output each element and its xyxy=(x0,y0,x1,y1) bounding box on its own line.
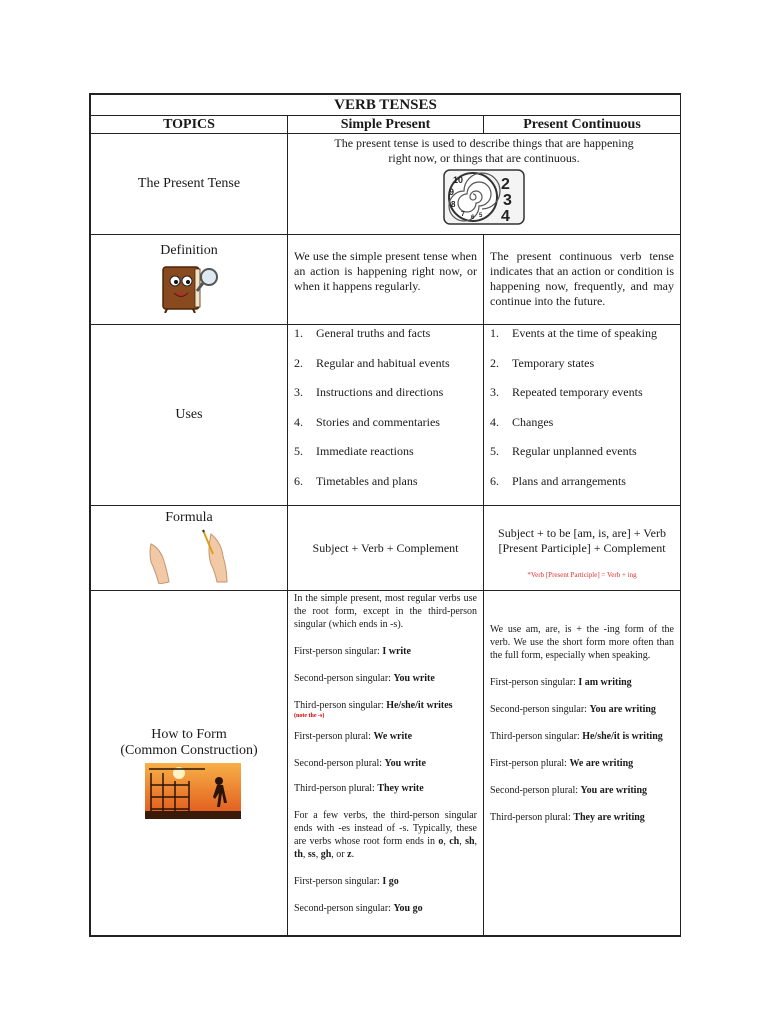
definition-continuous: The present continuous verb tense indicates that an action or condition is happening now, frequently, and may continue into the future. xyxy=(484,235,681,325)
svg-text:4: 4 xyxy=(501,208,510,225)
list-item: Third-person plural: They are writing xyxy=(490,812,645,823)
uses-simple-list xyxy=(294,326,477,503)
simple-intro: In the simple present, most regular verbs use the root form, except in the third-person singular (which ends in -s). xyxy=(294,593,477,630)
verb-tenses-table xyxy=(90,94,681,936)
svg-text:7: 7 xyxy=(461,211,465,218)
hands-writing-icon xyxy=(147,528,231,584)
list-item: 3. Repeated temporary events xyxy=(490,385,643,399)
list-item: 2. Temporary states xyxy=(490,355,595,370)
topic-how-to-form: How to Form xyxy=(151,727,227,742)
list-item: 5. Regular unplanned events xyxy=(490,444,637,458)
list-item: First-person singular: I go xyxy=(294,876,399,887)
uses-simple-cell xyxy=(288,325,484,506)
present-tense-description: The present tense is used to describe things that are happening right now, or things that are continuous. xyxy=(334,136,634,165)
topic-formula: Formula xyxy=(165,510,213,525)
list-item: Third-person plural: They write xyxy=(294,783,424,794)
note-the-s: (note the -s) xyxy=(294,713,325,719)
list-item: First-person singular: I write xyxy=(294,646,411,657)
list-item: 2. Regular and habitual events xyxy=(294,355,450,370)
list-item: 4. Stories and commentaries xyxy=(294,414,440,429)
list-item: 4. Changes xyxy=(490,414,554,429)
list-item: 3. Instructions and directions xyxy=(294,385,444,399)
svg-text:2: 2 xyxy=(501,176,510,193)
clock-spiral-icon xyxy=(443,169,525,225)
book-character-icon xyxy=(157,263,221,313)
list-item: Second-person singular: You go xyxy=(294,903,423,914)
present-tense-cell xyxy=(288,134,681,235)
svg-text:3: 3 xyxy=(503,192,512,209)
list-item: Second-person singular: You write xyxy=(294,673,435,684)
topic-present-tense: The Present Tense xyxy=(91,134,288,235)
topic-definition-cell xyxy=(91,235,288,325)
topic-definition: Definition xyxy=(160,243,218,258)
how-to-form-continuous xyxy=(484,591,681,936)
list-item: Third-person singular: He/she/it is writing xyxy=(490,731,663,742)
svg-text:8: 8 xyxy=(451,200,456,209)
list-item: First-person plural: We write xyxy=(294,731,413,742)
verb-tenses-document xyxy=(89,93,681,937)
list-item: Second-person plural: You write xyxy=(294,758,426,769)
construction-site-image xyxy=(145,763,241,819)
header-simple-present: Simple Present xyxy=(288,116,484,134)
uses-continuous-list xyxy=(490,326,674,503)
header-present-continuous: Present Continuous xyxy=(484,116,681,134)
formula-note: *Verb [Present Participle] = Verb + ing xyxy=(527,571,637,579)
list-item: 1. General truths and facts xyxy=(294,326,431,340)
few-verbs-paragraph: For a few verbs, the third-person singular ends with -es instead of -s. Typically, these are verbs whose root form ends in o, ch, sh, th, ss, gh, or z. xyxy=(294,810,478,860)
uses-continuous-cell xyxy=(484,325,681,506)
list-item: 1. Events at the time of speaking xyxy=(490,326,657,340)
continuous-intro: We use am, are, is + the -ing form of the verb. We use the short form more often than the full form, especially when speaking. xyxy=(490,624,674,661)
formula-continuous: Subject + to be [am, is, are] + Verb [Present Participle] + Complement xyxy=(498,526,666,555)
definition-simple: We use the simple present tense when an action is happening right now, or when it happens regularly. xyxy=(288,235,484,325)
table-title: VERB TENSES xyxy=(91,95,681,116)
topic-common-construction: (Common Construction) xyxy=(120,743,258,758)
list-item: 6. Timetables and plans xyxy=(294,473,418,488)
svg-text:9: 9 xyxy=(449,187,455,197)
topic-uses: Uses xyxy=(91,325,288,506)
list-item: 6. Plans and arrangements xyxy=(490,473,626,488)
svg-text:10: 10 xyxy=(453,175,464,185)
list-item: Third-person singular: He/she/it writes xyxy=(294,700,453,711)
formula-simple: Subject + Verb + Complement xyxy=(288,506,484,591)
list-item: Second-person singular: You are writing xyxy=(490,704,656,715)
list-item: First-person plural: We are writing xyxy=(490,758,634,769)
topic-formula-cell xyxy=(91,506,288,591)
formula-continuous-cell xyxy=(484,506,681,591)
svg-text:6: 6 xyxy=(471,215,475,221)
svg-text:5: 5 xyxy=(479,213,483,219)
list-item: First-person singular: I am writing xyxy=(490,677,632,688)
header-topics: TOPICS xyxy=(91,116,288,134)
list-item: Second-person plural: You are writing xyxy=(490,785,648,796)
topic-how-to-form-cell xyxy=(91,591,288,936)
how-to-form-simple xyxy=(288,591,484,936)
list-item: 5. Immediate reactions xyxy=(294,444,414,458)
